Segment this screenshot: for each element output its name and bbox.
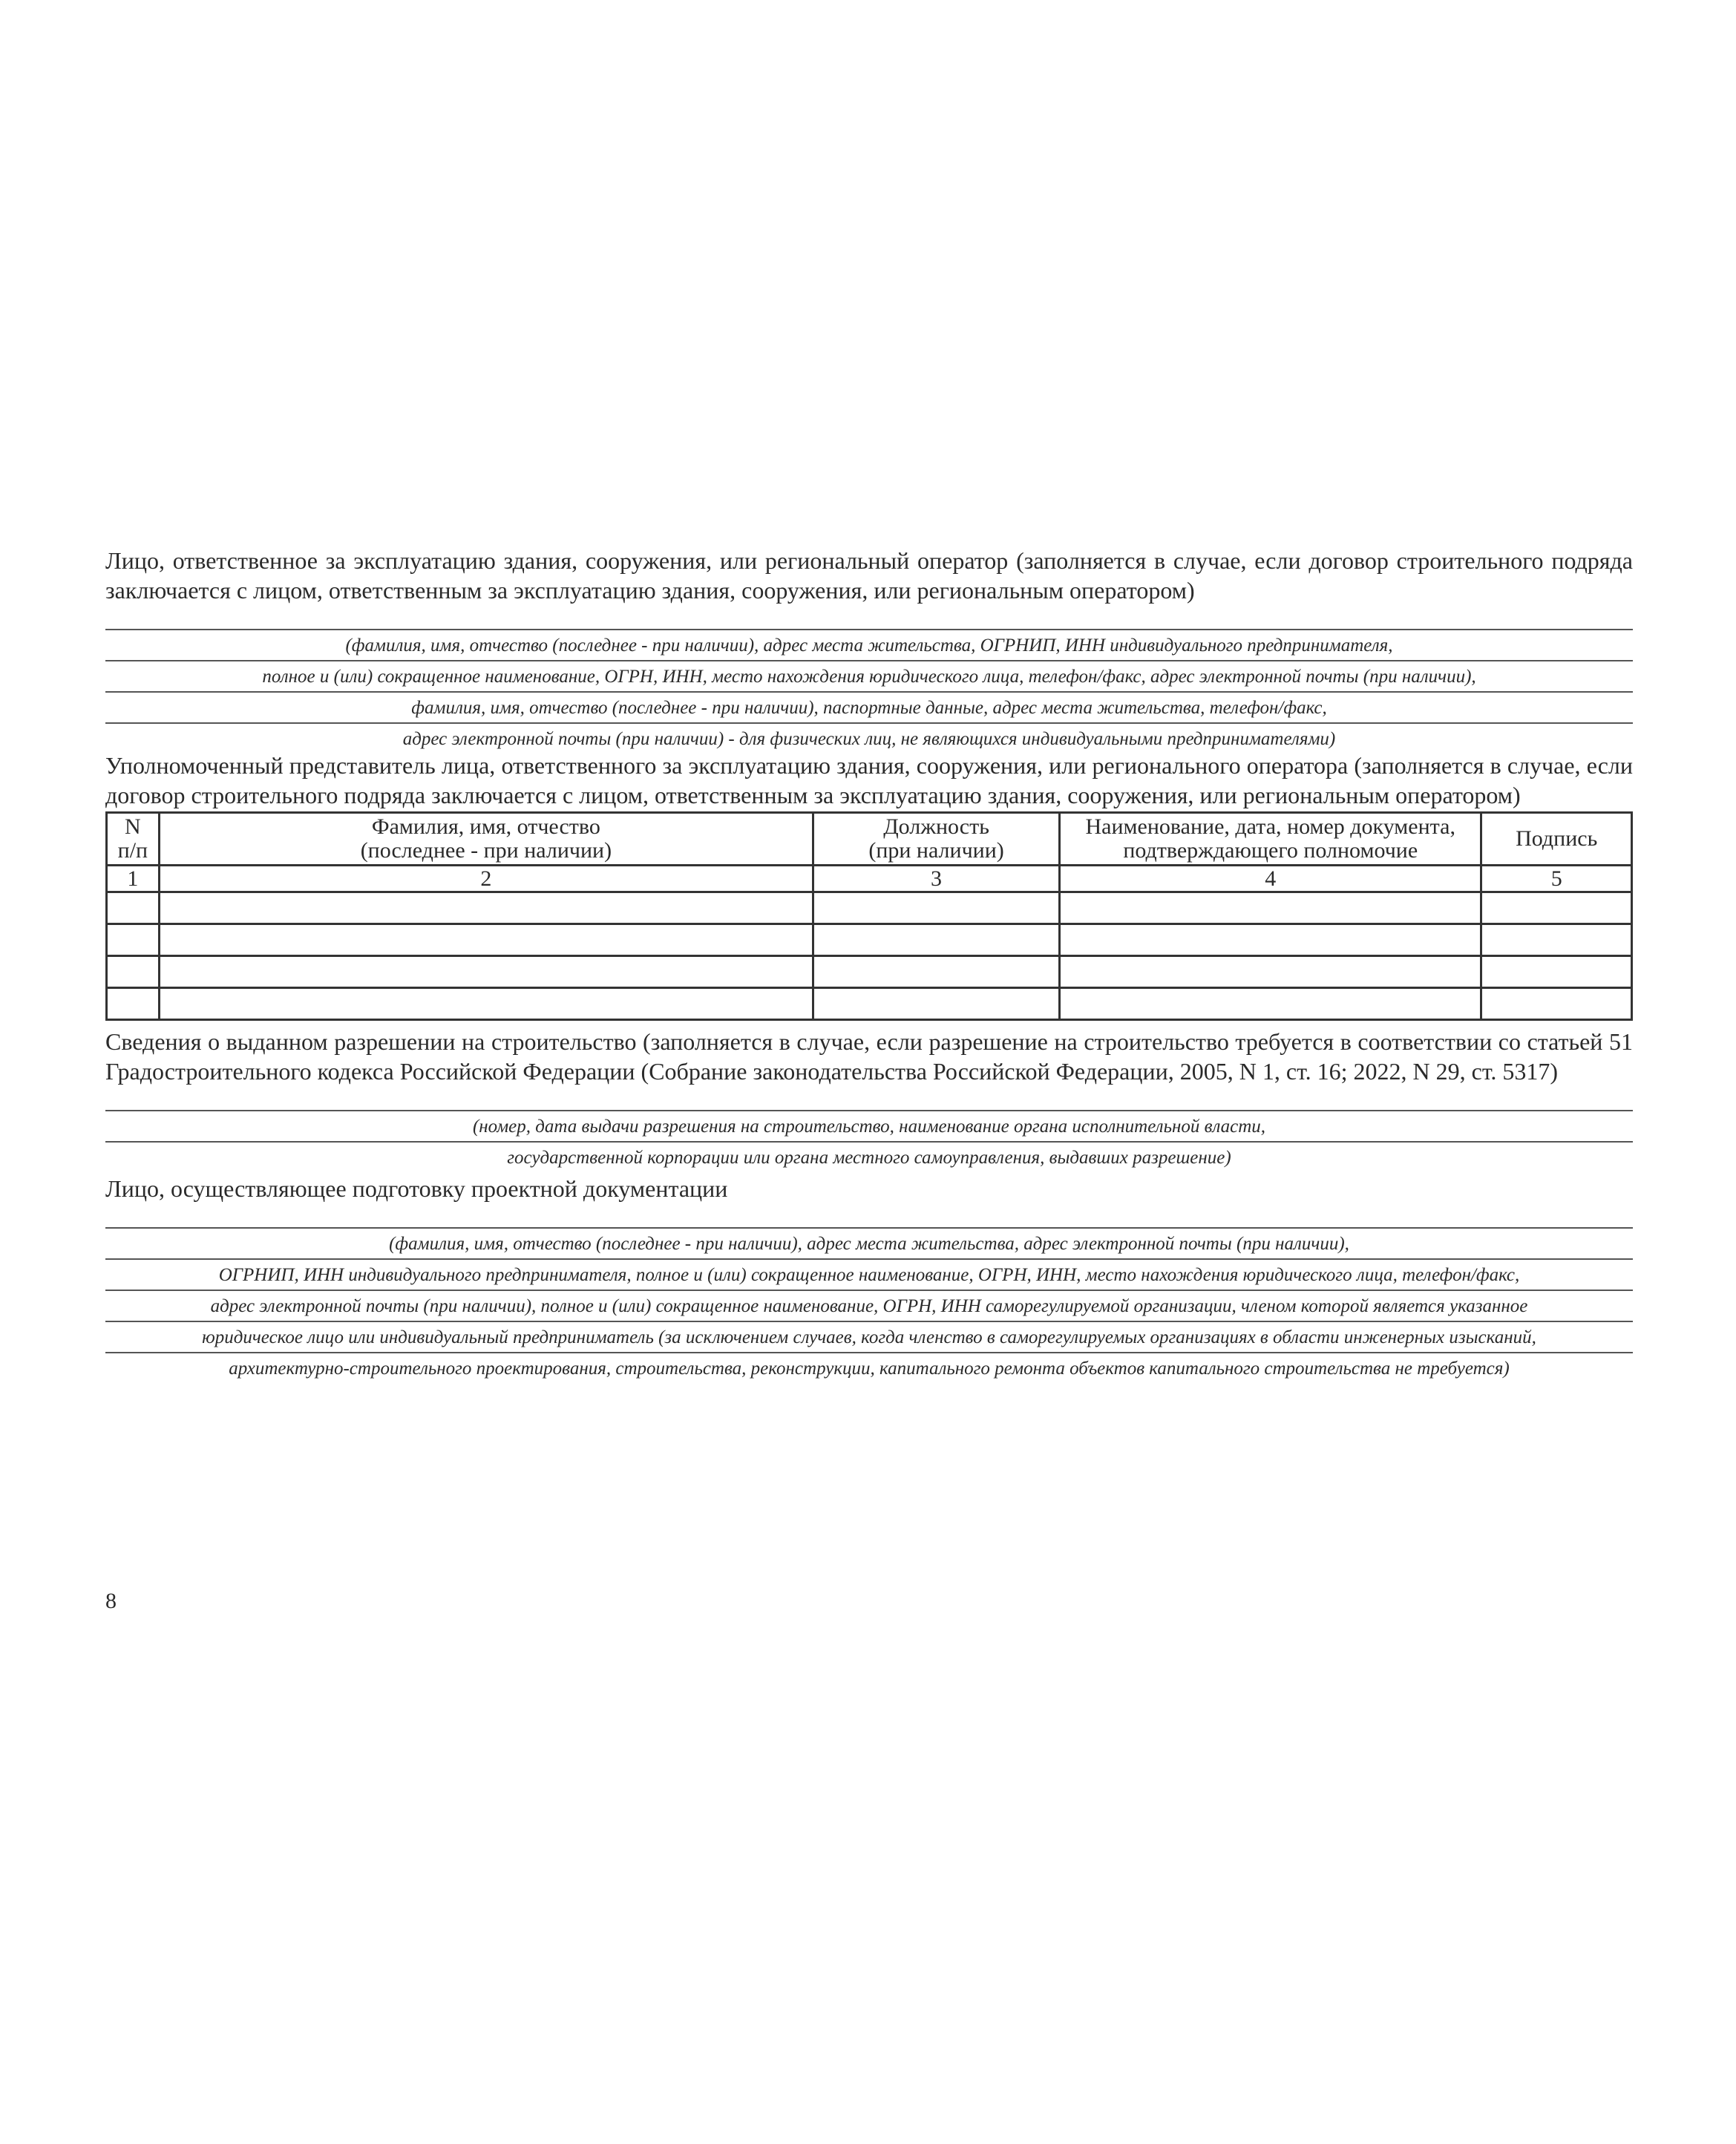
table-cell[interactable] bbox=[159, 988, 813, 1020]
table-cell[interactable] bbox=[813, 956, 1060, 988]
table-row bbox=[107, 956, 1632, 988]
header-full-name: Фамилия, имя, отчество (последнее - при наличии) bbox=[159, 813, 813, 866]
table-cell[interactable] bbox=[813, 892, 1060, 924]
operator-fill-line-2[interactable]: полное и (или) сокращенное наименование, ОГРН, ИНН, место нахождения юридического лица, телефон/факс, адрес электронной почты (при наличии), bbox=[105, 660, 1633, 691]
column-number: 1 bbox=[107, 866, 160, 892]
table-cell[interactable] bbox=[107, 956, 160, 988]
table-cell[interactable] bbox=[1060, 988, 1481, 1020]
table-header-row bbox=[107, 813, 1632, 866]
design-fill-line-2[interactable]: ОГРНИП, ИНН индивидуального предпринимателя, полное и (или) сокращенное наименование, ОГРН, ИНН, место нахождения юридического лица, телефон/факс, bbox=[105, 1258, 1633, 1290]
header-signature: Подпись bbox=[1481, 813, 1632, 866]
header-authority-document: Наименование, дата, номер документа, подтверждающего полномочие bbox=[1060, 813, 1481, 866]
page-number: 8 bbox=[105, 1589, 117, 1613]
column-number: 3 bbox=[813, 866, 1060, 892]
table-cell[interactable] bbox=[1060, 892, 1481, 924]
design-fill-line-5[interactable]: архитектурно-строительного проектирования, строительства, реконструкции, капитального ремонта объектов капитального строительства не требуется) bbox=[105, 1352, 1633, 1383]
table-cell[interactable] bbox=[813, 988, 1060, 1020]
permit-fill-line-2[interactable]: государственной корпорации или органа местного самоуправления, выдавших разрешение) bbox=[105, 1141, 1633, 1172]
header-number: N п/п bbox=[107, 813, 160, 866]
table-cell[interactable] bbox=[813, 924, 1060, 956]
design-heading: Лицо, осуществляющее подготовку проектной документации bbox=[105, 1175, 728, 1202]
operator-heading: Лицо, ответственное за эксплуатацию здания, сооружения, или региональный оператор (заполняется в случае, если договор строительного подряда заключается с лицом, ответственным за эксплуатацию здания, сооружения, или региональным оператором) bbox=[105, 547, 1633, 604]
table-column-numbers-row bbox=[107, 866, 1632, 892]
table-cell[interactable] bbox=[107, 892, 160, 924]
table-cell[interactable] bbox=[1481, 988, 1632, 1020]
table-cell[interactable] bbox=[159, 924, 813, 956]
column-number: 5 bbox=[1481, 866, 1632, 892]
operator-fill-line-1[interactable]: (фамилия, имя, отчество (последнее - при наличии), адрес места жительства, ОГРНИП, ИНН индивидуального предпринимателя, bbox=[105, 629, 1633, 660]
table-cell[interactable] bbox=[1481, 956, 1632, 988]
column-number: 4 bbox=[1060, 866, 1481, 892]
table-cell[interactable] bbox=[1060, 956, 1481, 988]
table-row bbox=[107, 988, 1632, 1020]
permit-fill-line-1[interactable]: (номер, дата выдачи разрешения на строительство, наименование органа исполнительной власти, bbox=[105, 1110, 1633, 1141]
table-cell[interactable] bbox=[107, 988, 160, 1020]
table-cell[interactable] bbox=[107, 924, 160, 956]
table-cell[interactable] bbox=[1060, 924, 1481, 956]
operator-fill-line-3[interactable]: фамилия, имя, отчество (последнее - при наличии), паспортные данные, адрес места жительства, телефон/факс, bbox=[105, 691, 1633, 722]
table-cell[interactable] bbox=[159, 956, 813, 988]
design-fill-line-4[interactable]: юридическое лицо или индивидуальный предприниматель (за исключением случаев, когда членство в саморегулируемых организациях в области инженерных изысканий, bbox=[105, 1321, 1633, 1352]
header-position: Должность (при наличии) bbox=[813, 813, 1060, 866]
table-row bbox=[107, 892, 1632, 924]
form-page bbox=[105, 546, 1633, 1383]
table-row bbox=[107, 924, 1632, 956]
table-cell[interactable] bbox=[1481, 892, 1632, 924]
permit-heading: Сведения о выданном разрешении на строительство (заполняется в случае, если разрешение на строительство требуется в соответствии со статьей 51 Градостроительного кодекса Российской Федерации (Собрание законодательства Российской Федерации, 2005, N 1, ст. 16; 2022, N 29, ст. 5317) bbox=[105, 1028, 1633, 1085]
representatives-table bbox=[105, 811, 1633, 1021]
table-cell[interactable] bbox=[159, 892, 813, 924]
operator-fill-line-4[interactable]: адрес электронной почты (при наличии) - для физических лиц, не являющихся индивидуальными предпринимателями) bbox=[105, 722, 1633, 754]
table-cell[interactable] bbox=[1481, 924, 1632, 956]
design-fill-line-1[interactable]: (фамилия, имя, отчество (последнее - при наличии), адрес места жительства, адрес электронной почты (при наличии), bbox=[105, 1227, 1633, 1258]
design-fill-line-3[interactable]: адрес электронной почты (при наличии), полное и (или) сокращенное наименование, ОГРН, ИНН саморегулируемой организации, членом которой является указанное bbox=[105, 1290, 1633, 1321]
column-number: 2 bbox=[159, 866, 813, 892]
representative-heading: Уполномоченный представитель лица, ответственного за эксплуатацию здания, сооружения, или регионального оператора (заполняется в случае, если договор строительного подряда заключается с лицом, ответственным за эксплуатацию здания, сооружения, или региональным оператором) bbox=[105, 752, 1633, 808]
